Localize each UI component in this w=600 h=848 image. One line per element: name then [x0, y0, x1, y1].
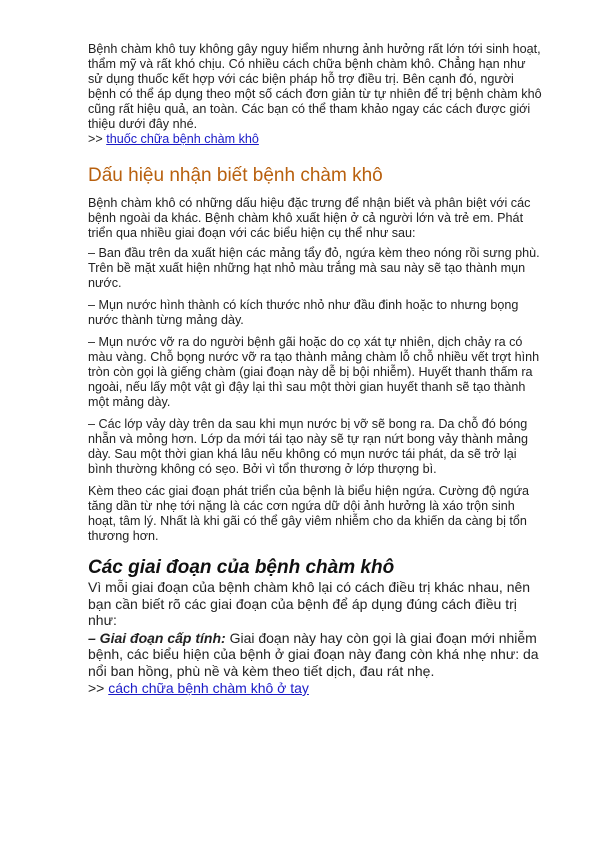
section1-paragraph: – Các lớp vảy dày trên da sau khi mụn nước bị vỡ sẽ bong ra. Da chỗ đó bóng nhẵn và mỏng hơn. Lớp da mới tái tạo này sẽ tự rạn nứt bong vảy thành mảng dày. Sau một thời gian khá lâu nếu không có mụn nước tái phát, da sẽ trở lại bình thường không có sẹo. Bởi vì tổn thương ở lớp thượng bì.: [88, 417, 529, 476]
stage-acute-paragraph: [88, 630, 542, 680]
article-content: [88, 42, 542, 697]
stage-acute-label: – Giai đoạn cấp tính:: [88, 629, 226, 646]
section1-paragraph: – Mụn nước hình thành có kích thước nhỏ như đầu đinh hoặc to nhưng bọng nước thành từng mảng dày.: [88, 298, 519, 327]
section1-paragraph: – Ban đầu trên da xuất hiện các mảng tẩy đỏ, ngứa kèm theo nóng rồi sưng phù. Trên bề mặt xuất hiện những hạt nhỏ màu trắng mà sau này sẽ tạo thành mụn nước.: [88, 246, 540, 290]
section1-paragraph: Kèm theo các giai đoạn phát triển của bệnh là biểu hiện ngứa. Cường độ ngứa tăng dần từ nhẹ tới nặng là các cơn ngứa dữ dội ảnh hưởng là xáo trộn sinh hoạt, tâm lý. Nhất là khi gãi có thể gây viêm nhiễm cho da khiến da càng bị tổn thương hơn.: [88, 484, 530, 543]
link-cach-chua-benh-cham-kho-o-tay[interactable]: cách chữa bệnh chàm khô ở tay: [108, 680, 309, 696]
section1-paragraph: – Mụn nước vỡ ra do người bệnh gãi hoặc do cọ xát tự nhiên, dịch chảy ra có màu vàng. Chỗ bọng nước vỡ ra tạo thành mảng chàm lỗ chỗ nhiều vết trợt hình tròn còn gọi là giếng chàm (giai đoạn này dễ bị bội nhiễm). Huyết thanh thấm ra ngoài, nếu lấy một vật gì đậy lại thì sau một thời gian huyết thanh sẽ tạo thành một mảng dày.: [88, 335, 540, 409]
section2-link-line: [88, 680, 542, 697]
intro-paragraph: Bệnh chàm khô tuy không gây nguy hiểm nhưng ảnh hưởng rất lớn tới sinh hoạt, thẩm mỹ và rất khó chịu. Có nhiều cách chữa bệnh chàm khô. Chẳng hạn như sử dụng thuốc kết hợp với các biện pháp hỗ trợ điều trị. Bên cạnh đó, người bệnh có thể áp dụng theo một số cách đơn giản từ tự nhiên để trị bệnh chàm khô cũng rất hiệu quả, an toàn. Các bạn có thể tham khảo ngay các cách được giới thiệu dưới đây nhé.: [88, 42, 542, 131]
link-prefix: >>: [88, 132, 107, 146]
section-heading-cac-giai-doan: Các giai đoạn của bệnh chàm khô: [88, 557, 395, 578]
section2-intro: Vì mỗi giai đoạn của bệnh chàm khô lại có cách điều trị khác nhau, nên bạn cần biết rõ các giai đoạn của bệnh để áp dụng đúng cách điều trị như:: [88, 579, 531, 628]
intro-link-line: [88, 132, 542, 147]
link-prefix: >>: [88, 680, 109, 696]
stage-acute-text: Giai đoạn này hay còn gọi là giai đoạn mới nhiễm bệnh, các biểu hiện của bệnh ở giai đoạn này đang còn khá nhẹ như: da nổi ban hồng, phù nề và kèm theo tiết dịch, đau rát nhẹ.: [88, 629, 539, 679]
section1-paragraph: Bệnh chàm khô có những dấu hiệu đặc trưng để nhận biết và phân biệt với các bệnh ngoài da khác. Bệnh chàm khô xuất hiện ở cả người lớn và trẻ em. Phát triển qua nhiều giai đoạn với các biểu hiện cụ thể như sau:: [88, 196, 531, 240]
link-thuoc-chua-benh-cham-kho[interactable]: thuốc chữa bệnh chàm khô: [106, 132, 259, 146]
section-heading-dau-hieu: Dấu hiệu nhận biết bệnh chàm khô: [88, 165, 383, 186]
